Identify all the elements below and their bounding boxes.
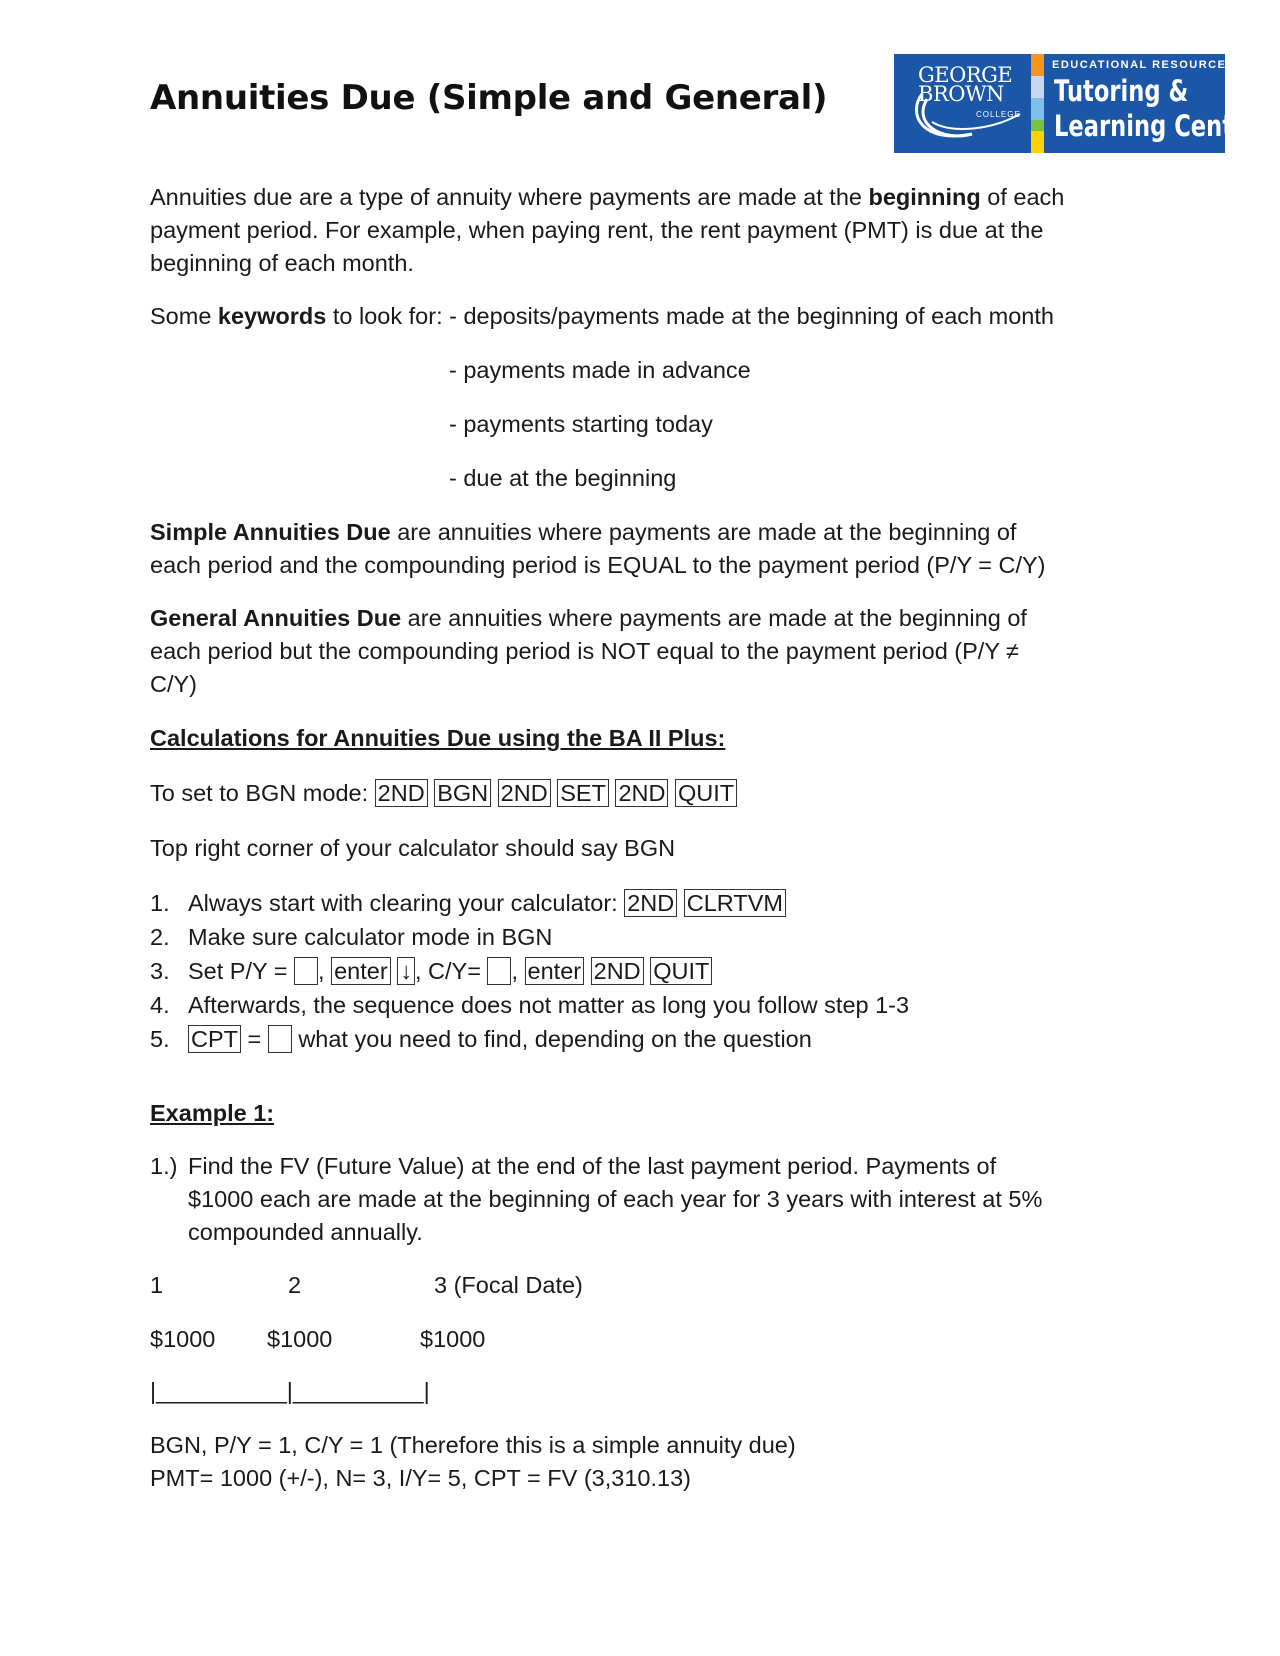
timeline-amount: $1000 bbox=[420, 1326, 486, 1352]
logo-title: Tutoring & Learning Centre bbox=[1054, 74, 1260, 143]
down-arrow-icon: ↓ bbox=[397, 957, 415, 985]
calc-heading: Calculations for Annuities Due using the BA II Plus: bbox=[150, 725, 726, 751]
college-logo bbox=[894, 54, 1260, 153]
logo-college: COLLEGE bbox=[976, 110, 1021, 119]
page-title: Annuities Due (Simple and General) bbox=[150, 78, 828, 118]
timeline-period: 1 bbox=[150, 1272, 164, 1298]
step-2: Make sure calculator mode in BGN bbox=[188, 924, 553, 950]
blank-box bbox=[294, 957, 318, 985]
keyword-item: - due at the beginning bbox=[449, 465, 677, 491]
key-quit: QUIT bbox=[650, 957, 712, 985]
logo-stripe bbox=[1031, 98, 1044, 120]
keyword-item: - payments starting today bbox=[449, 411, 713, 437]
timeline-period: 3 (Focal Date) bbox=[434, 1272, 583, 1298]
key-quit: QUIT bbox=[675, 779, 737, 807]
question-number: 1.) bbox=[150, 1153, 178, 1179]
logo-stripe bbox=[1031, 120, 1044, 131]
step-number: 1. bbox=[150, 890, 170, 916]
logo-org-name: GEORGE BROWN bbox=[918, 63, 1013, 106]
key-2nd: 2ND bbox=[498, 779, 551, 807]
intro-paragraph: Annuities due are a type of annuity where payments are made at the beginning of each payment period. For example, when paying rent, the rent payment (PMT) is due at the beginning of each month. bbox=[150, 184, 1065, 276]
key-cpt: CPT bbox=[188, 1025, 241, 1053]
step-number: 3. bbox=[150, 958, 170, 984]
key-2nd: 2ND bbox=[591, 957, 644, 985]
key-enter: enter bbox=[525, 957, 585, 985]
key-2nd: 2ND bbox=[375, 779, 428, 807]
logo-stripe bbox=[1031, 131, 1044, 153]
example-heading: Example 1: bbox=[150, 1100, 275, 1126]
logo-stripe bbox=[1031, 76, 1044, 98]
logo-stripe bbox=[1031, 54, 1044, 76]
key-bgn: BGN bbox=[434, 779, 491, 807]
simple-annuities-paragraph: Simple Annuities Due are annuities where payments are made at the beginning of each period and the compounding period is EQUAL to the payment period (P/Y = C/Y) bbox=[150, 519, 1046, 578]
key-clrtvm: CLRTVM bbox=[684, 889, 786, 917]
blank-box bbox=[487, 957, 511, 985]
step-number: 5. bbox=[150, 1026, 170, 1052]
timeline-period: 2 bbox=[288, 1272, 302, 1298]
bgn-mode-line: To set to BGN mode: 2ND BGN 2ND SET 2ND QUIT bbox=[150, 777, 737, 810]
keyword-item: - payments made in advance bbox=[449, 357, 751, 383]
step-1: Always start with clearing your calculator: 2ND CLRTVM bbox=[188, 887, 786, 920]
blank-box bbox=[268, 1025, 292, 1053]
timeline-bar: |__________|__________| bbox=[150, 1378, 430, 1404]
step-4: Afterwards, the sequence does not matter as long you follow step 1-3 bbox=[188, 992, 910, 1018]
key-2nd: 2ND bbox=[615, 779, 668, 807]
step-number: 4. bbox=[150, 992, 170, 1018]
logo-top-label: EDUCATIONAL RESOURCES bbox=[1052, 59, 1236, 71]
example-result: BGN, P/Y = 1, C/Y = 1 (Therefore this is a simple annuity due) PMT= 1000 (+/-), N= 3, I/Y= 5, CPT = FV (3,310.13) bbox=[150, 1432, 796, 1491]
step-5: CPT = what you need to find, depending on the question bbox=[188, 1023, 812, 1056]
corner-note: Top right corner of your calculator should say BGN bbox=[150, 835, 676, 861]
key-enter: enter bbox=[331, 957, 391, 985]
step-3: Set P/Y = , enter ↓ , C/Y= , enter 2ND QUIT bbox=[188, 955, 712, 988]
general-annuities-paragraph: General Annuities Due are annuities where payments are made at the beginning of each period but the compounding period is NOT equal to the payment period (P/Y ≠ C/Y) bbox=[150, 605, 1027, 697]
keywords-line: Some keywords to look for: - deposits/payments made at the beginning of each month bbox=[150, 303, 1054, 329]
step-number: 2. bbox=[150, 924, 170, 950]
timeline-amount: $1000 bbox=[150, 1326, 216, 1352]
timeline-amount: $1000 bbox=[267, 1326, 333, 1352]
example-question: Find the FV (Future Value) at the end of the last payment period. Payments of $1000 each are made at the beginning of each year for 3 years with interest at 5% compounded annually. bbox=[188, 1153, 1043, 1245]
key-set: SET bbox=[557, 779, 609, 807]
key-2nd: 2ND bbox=[624, 889, 677, 917]
